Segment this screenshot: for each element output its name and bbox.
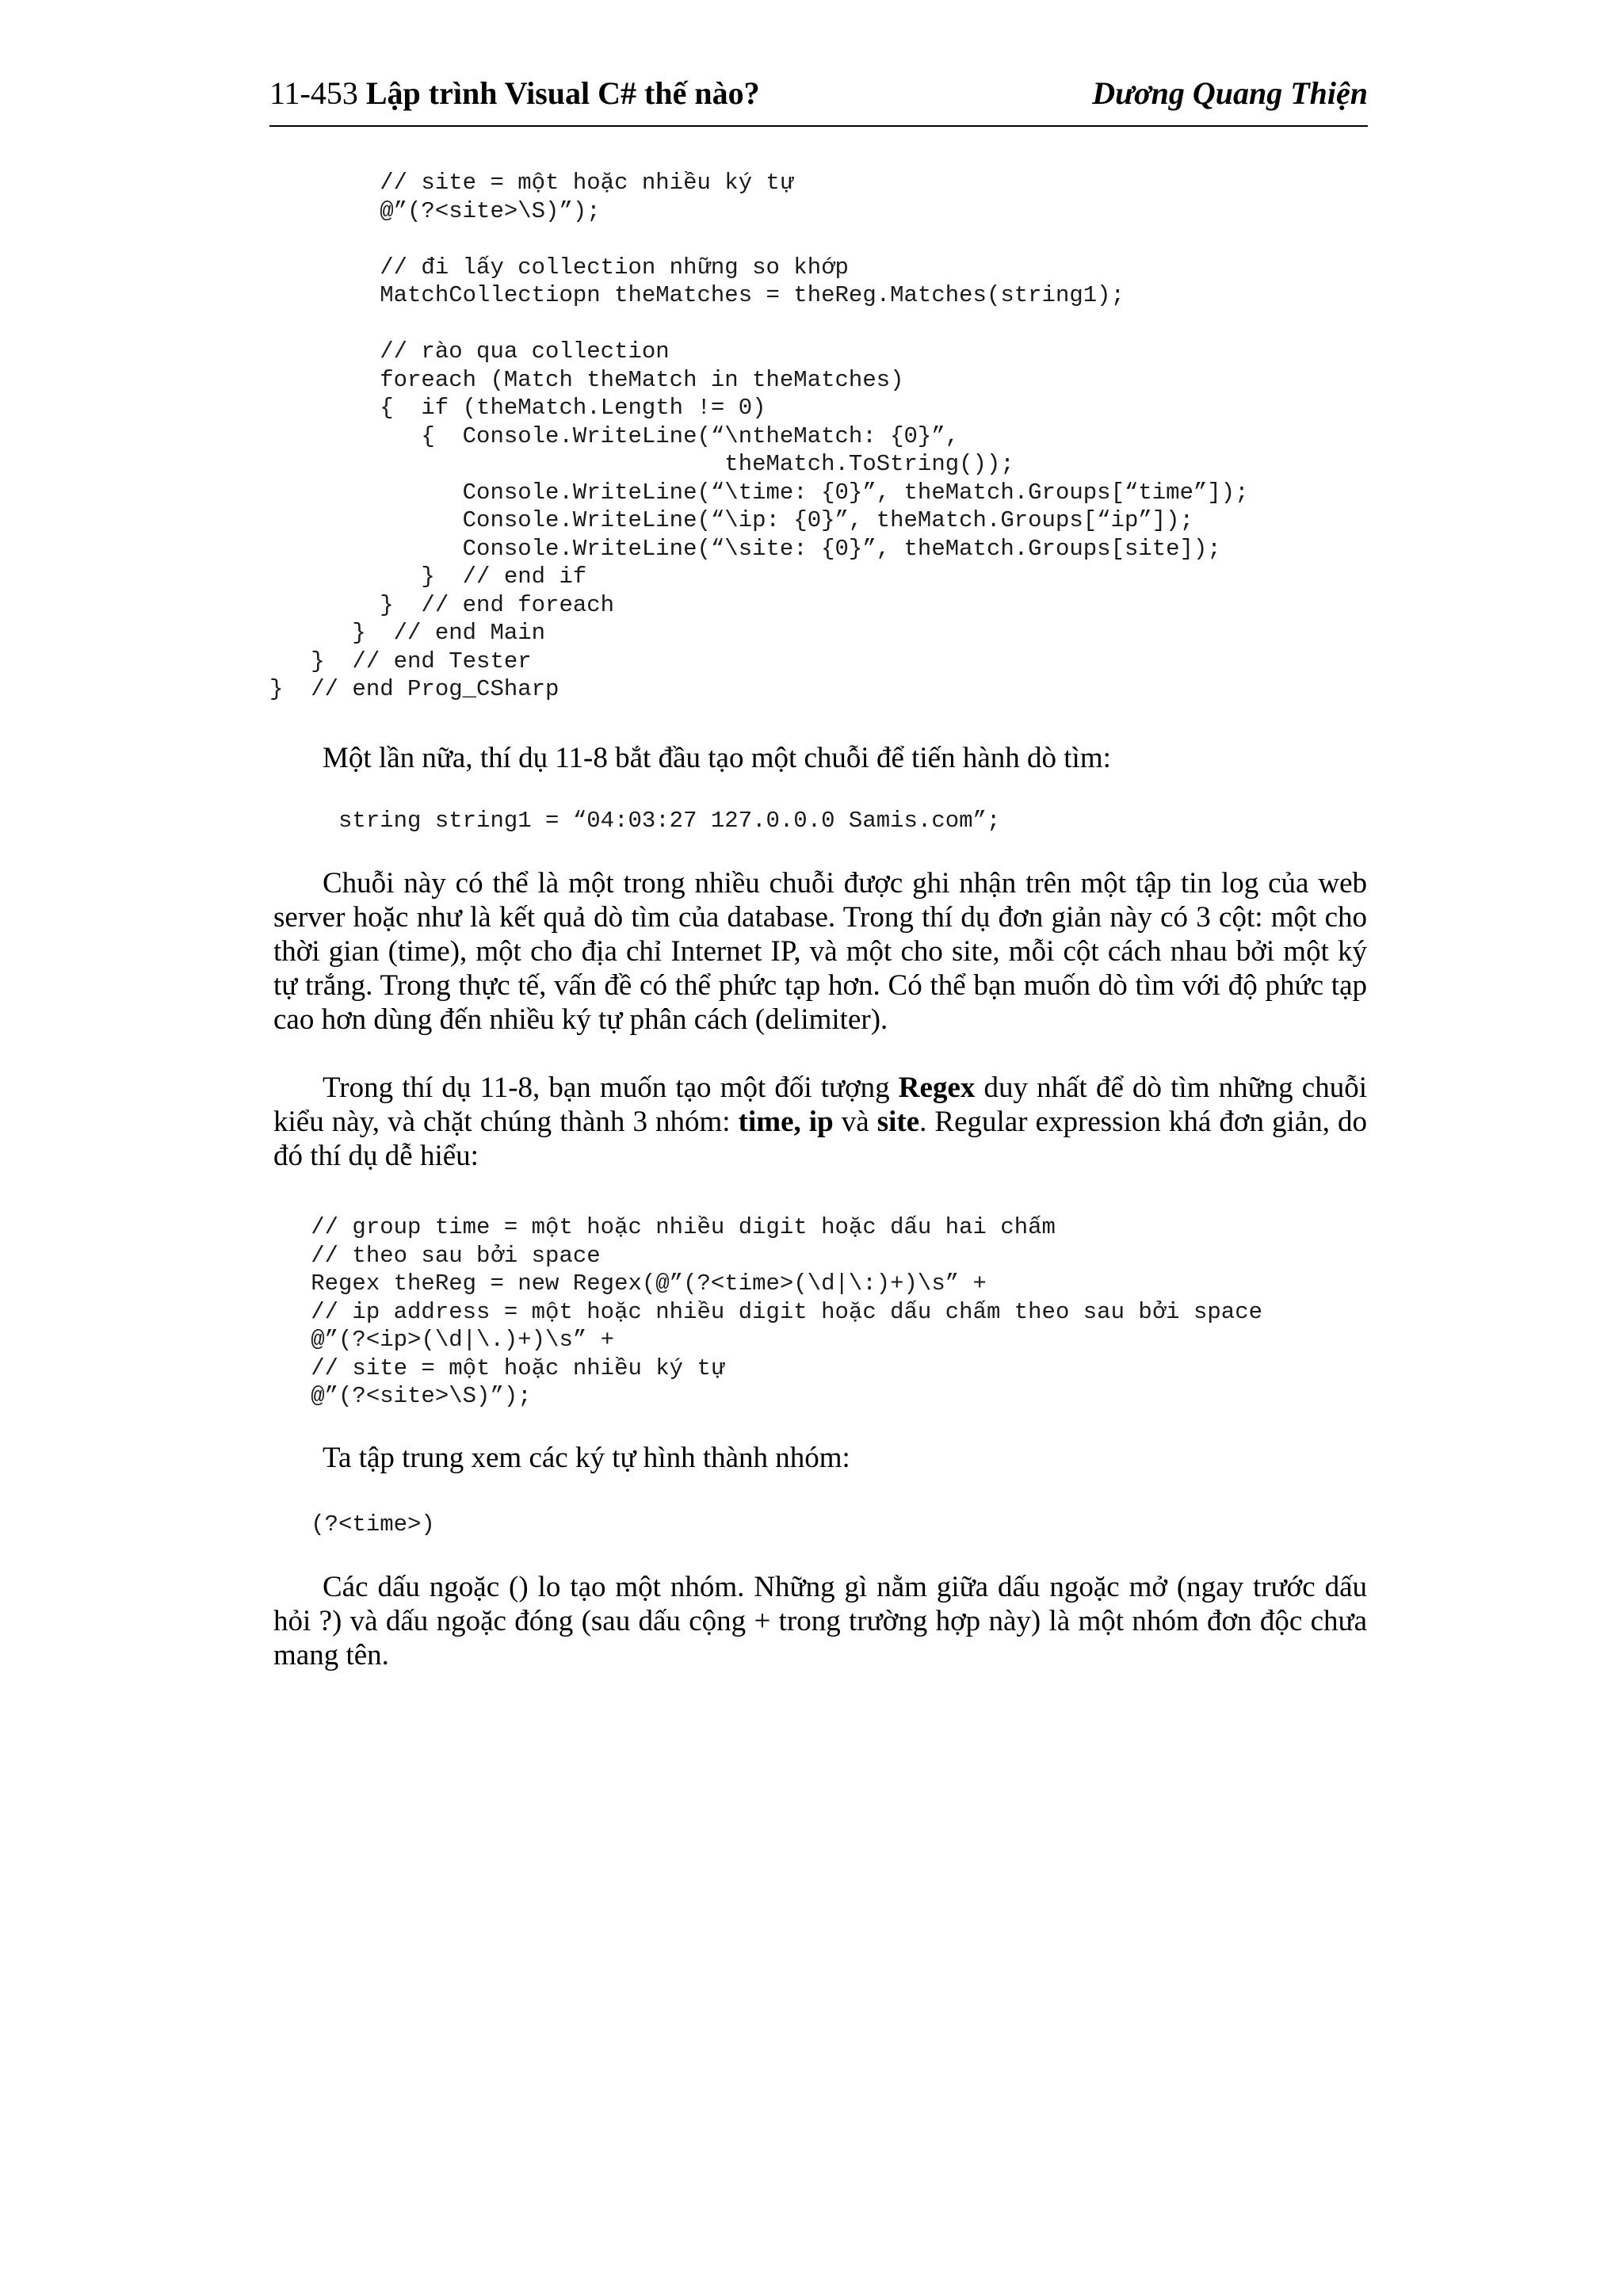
book-title: Lập trình Visual C# thế nào? <box>365 75 760 111</box>
code-block-3: // group time = một hoặc nhiều digit hoặc dấu hai chấm // theo sau bởi space Regex theReg = new Regex(@”(?<time>(\d|\:)+)\s” + // ip address = một hoặc nhiều digit hoặc dấu chấm theo sau bởi space @”(?<ip>(\d|\.)+)\s” + // site = một hoặc nhiều ký tự @”(?<site>\S)”); <box>311 1214 1263 1409</box>
paragraph-3-text-1: Trong thí dụ 11-8, bạn muốn tạo một đối tượng <box>323 1072 899 1104</box>
code-block-2: string string1 = “04:03:27 127.0.0.0 Samis.com”; <box>269 808 1001 834</box>
paragraph-4: Ta tập trung xem các ký tự hình thành nhóm: <box>323 1442 850 1474</box>
paragraph-5: Các dấu ngoặc () lo tạo một nhóm. Những gì nằm giữa dấu ngoặc mở (ngay trước dấu hỏi ?) và dấu ngoặc đóng (sau dấu cộng + trong trường hợp này) là một nhóm đơn độc chưa mang tên. <box>273 1571 1367 1671</box>
keyword-regex: Regex <box>898 1072 976 1104</box>
author-name: Dương Quang Thiện <box>1092 75 1368 111</box>
keyword-site: site <box>876 1106 920 1138</box>
paragraph-3 <box>273 1071 1367 1173</box>
keyword-time-ip: time, ip <box>738 1106 834 1138</box>
paragraph-3-text-4: . Regular expression khá đơn giản, do đó thí dụ dễ hiểu: <box>273 1106 1368 1172</box>
paragraph-3-text-3: và <box>833 1106 877 1138</box>
page-header <box>269 74 1368 125</box>
paragraph-3-text-2: duy nhất để dò tìm những chuỗi kiểu này, và chặt chúng thành 3 nhóm: <box>273 1072 1367 1138</box>
code-block-4: (?<time>) <box>269 1511 435 1538</box>
page-number: 11-453 <box>269 75 358 111</box>
code-block-1: // site = một hoặc nhiều ký tự @”(?<site>\S)”); // đi lấy collection những so khớp MatchCollectiopn theMatches = theReg.Matches(string1); // rào qua collection foreach (Match theMatch in theMatches) { if (theMatch.Length != 0) { Console.WriteLine(“\ntheMatch: {0}”, theMatch.ToString()); Console.WriteLine(“\time: {0}”, theMatch.Groups[“time”]); Console.WriteLine(“\ip: {0}”, theMatch.Groups[“ip”]); Console.WriteLine(“\site: {0}”, theMatch.Groups[site]); } // end if } // end foreach } // end Main } // end Tester } // end Prog_CSharp <box>269 170 1249 702</box>
paragraph-2: Chuỗi này có thể là một trong nhiều chuỗi được ghi nhận trên một tập tin log của web server hoặc như là kết quả dò tìm của database. Trong thí dụ đơn giản này có 3 cột: một cho thời gian (time), một cho địa chỉ Internet IP, và một cho site, mỗi cột cách nhau bởi một ký tự trắng. Trong thực tế, vấn đề có thể phức tạp hơn. Có thể bạn muốn dò tìm với độ phức tạp cao hơn dùng đến nhiều ký tự phân cách (delimiter). <box>273 867 1367 1036</box>
header-left <box>269 74 760 112</box>
header-rule <box>269 125 1368 127</box>
paragraph-1: Một lần nữa, thí dụ 11-8 bắt đầu tạo một chuỗi để tiến hành dò tìm: <box>323 742 1111 774</box>
